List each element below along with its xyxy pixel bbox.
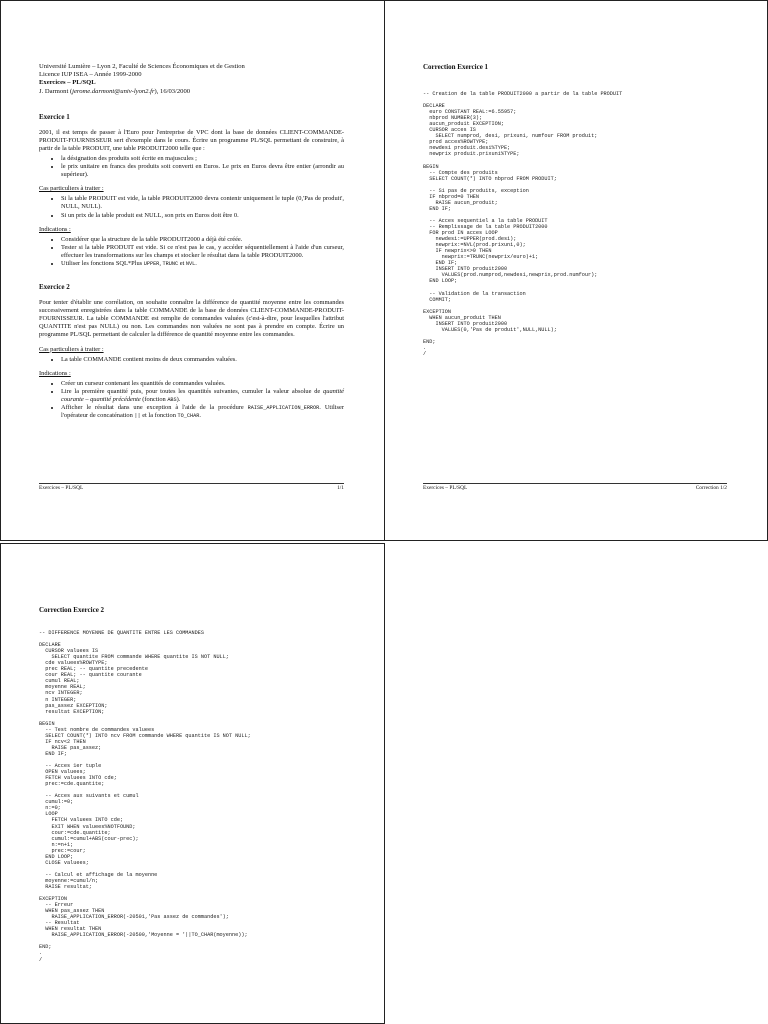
list-item: • Utiliser les fonctions SQL*Plus UPPER, TRUNC et NVL.: [61, 260, 344, 268]
page-1-content: [39, 63, 344, 420]
exercise-2-cases: [39, 356, 344, 364]
exercise-1-indications-title: Indications :: [39, 225, 71, 233]
exercise-2-indications: [39, 380, 344, 420]
list-item: • Afficher le résultat dans une exception à l'aide de la procédure RAISE_APPLICATION_ERROR. Utiliser l'opérateur de concaténation || et la fonction TO_CHAR.: [61, 404, 344, 420]
list-item: • Considérer que la structure de la table PRODUIT2000 a déjà été créée.: [61, 236, 344, 244]
list-item: • la désignation des produits soit écrite en majuscules ;: [61, 155, 344, 163]
list-item: • La table COMMANDE contient moins de deux commandes valuées.: [61, 356, 344, 364]
page-1-footer: [39, 483, 344, 491]
footer-page-number: Correction 1/2: [695, 485, 727, 491]
exercise-1-title: Exercice 1: [39, 112, 70, 121]
exercise-2-cases-title: Cas particuliers à traiter :: [39, 345, 104, 353]
exercise-1-cases-title: Cas particuliers à traiter :: [39, 185, 104, 193]
footer-page-number: 1/1: [337, 485, 344, 491]
list-item: • Tester si la table PRODUIT est vide. Si ce n'est pas le cas, y accéder séquentiellement à l'aide d'un curseur, effectuer les transformations sur les champs et stocker le résultat dans la table PRODUIT2000.: [61, 244, 344, 260]
exercise-2-indications-title: Indications :: [39, 369, 71, 377]
list-item: • le prix unitaire en francs des produits soit converti en Euros. Le prix en Euros devra être entier (arrondir au supérieur).: [61, 163, 344, 179]
correction-1-title: Correction Exercice 1: [423, 63, 489, 71]
page-2-footer: [423, 483, 727, 491]
correction-2-title: Correction Exercice 2: [39, 606, 105, 614]
list-item: • Créer un curseur contenant les quantités de commandes valuées.: [61, 380, 344, 388]
page-correction-1: [384, 0, 768, 541]
document-header: [39, 63, 344, 96]
list-item: • Lire la première quantité puis, pour toutes les quantités suivantes, cumuler la valeur absolue de quantité courante – quantité précédente (fonction ABS).: [61, 388, 344, 404]
correction-2-code: -- DIFFERENCE MOYENNE DE QUANTITE ENTRE LES COMMANDES DECLARE CURSOR valuees IS SELECT quantite FROM commande WHERE quantite IS NOT NULL; cde valuees%ROWTYPE; prec REAL; -- quantite precedente cour REAL; -- quantite courante cumul REAL; moyenne REAL; ncv INTEGER; n INTEGER; pas_assez EXCEPTION; resultat EXCEPTION; BEGIN -- Test nombre de commandes valuees SELECT COUNT(*) INTO ncv FROM commande WHERE quantite IS NOT NULL; IF ncv<2 THEN RAISE pas_assez; END IF; -- Acces 1er tuple OPEN valuees; FETCH valuees INTO cde; prec:=cde.quantite; -- Acces aux suivants et cumul cumul:=0; n:=0; LOOP FETCH valuees INTO cde; EXIT WHEN valuees%NOTFOUND; cour:=cde.quantite; cumul:=cumul+ABS(cour-prec); n:=n+1; prec:=cour; END LOOP; CLOSE valuees; -- Calcul et affichage de la moyenne moyenne:=cumul/n; RAISE resultat; EXCEPTION -- Erreur WHEN pas_assez THEN RAISE_APPLICATION_ERROR(-20501,'Pas assez de commandes'); -- Resultat WHEN resultat THEN RAISE_APPLICATION_ERROR(-20500,'Moyenne = '||TO_CHAR(moyenne)); END; . /: [39, 630, 251, 963]
page-exercices: [0, 0, 385, 541]
exercise-2-intro: Pour tenter d'établir une corrélation, on souhaite connaître la différence de quantité moyenne entre les commandes successivement enregistrées dans la table COMMANDE de la base de données CLIENT-COMMANDE-PRODUIT-FOURNISSEUR. La table COMMANDE est remplie de commandes valuées (c'est-à-dire, pour lesquelles l'attribut QUANTITE n'est pas NULL) ou non. Les commandes non valuées ne sont pas à prendre en compte. Écrire un programme PL/SQL permettant de calculer la différence de quantité moyenne entre les commandes.: [39, 299, 344, 339]
correction-1-code: -- Creation de la table PRODUIT2000 a partir de la table PRODUIT DECLARE euro CONSTANT REAL:=6.55957; nbprod NUMBER(3); aucun_produit EXCEPTION; CURSOR acces IS SELECT numprod, desi, prixuni, numfour FROM produit; prod acces%ROWTYPE; newdesi produit.desi%TYPE; newprix produit.prixuni%TYPE; BEGIN -- Compte des produits SELECT COUNT(*) INTO nbprod FROM PRODUIT; -- Si pas de produits, exception IF nbprod=0 THEN RAISE aucun_produit; END IF; -- Acces sequentiel a la table PRODUIT -- Remplissage de la table PRODUIT2000 FOR prod IN acces LOOP newdesi:=UPPER(prod.desi); newprix:=NVL(prod.prixuni,0); IF newprix<>0 THEN newprix:=TRUNC(newprix/euro)+1; END IF; INSERT INTO produit2000 VALUES(prod.numprod,newdesi,newprix,prod.numfour); END LOOP; -- Validation de la transaction COMMIT; EXCEPTION WHEN aucun_produit THEN INSERT INTO produit2000 VALUES(0,'Pas de produit',NULL,NULL); END; . /: [423, 91, 623, 358]
exercise-1-intro: 2001, il est temps de passer à l'Euro pour l'entreprise de VPC dont la base de données CLIENT-COMMANDE-PRODUIT-FOURNISSEUR sert d'exemple dans le cours. Écrire un programme PL/SQL permettant de construire, à partir de la table PRODUIT, une table PRODUIT2000 telle que :: [39, 128, 344, 152]
author-email: jerome.darmont@univ-lyon2.fr: [72, 87, 155, 95]
exercise-1-requirements: [39, 155, 344, 179]
footer-title: Exercices – PL/SQL: [39, 485, 84, 491]
footer-title: Exercices – PL/SQL: [423, 485, 468, 491]
list-item: • Si la table PRODUIT est vide, la table PRODUIT2000 devra contenir uniquement le tuple (0,'Pas de produit', NULL, NULL).: [61, 195, 344, 211]
page-2-content: [423, 63, 727, 357]
page-correction-2: [0, 543, 385, 1024]
header-subject: Exercices – PL/SQL: [39, 79, 96, 87]
list-item: • Si un prix de la table produit est NULL, son prix en Euros doit être 0.: [61, 212, 344, 220]
exercise-1-indications: [39, 236, 344, 268]
header-author: J. Darmont (jerome.darmont@univ-lyon2.fr), 16/03/2000: [39, 87, 191, 95]
header-licence: Licence IUP ISEA – Année 1999-2000: [39, 71, 142, 79]
exercise-1-cases: [39, 195, 344, 219]
exercise-2-title: Exercice 2: [39, 283, 70, 292]
header-university: Université Lumière – Lyon 2, Faculté de Sciences Économiques et de Gestion: [39, 63, 245, 70]
page-3-content: [39, 606, 344, 963]
